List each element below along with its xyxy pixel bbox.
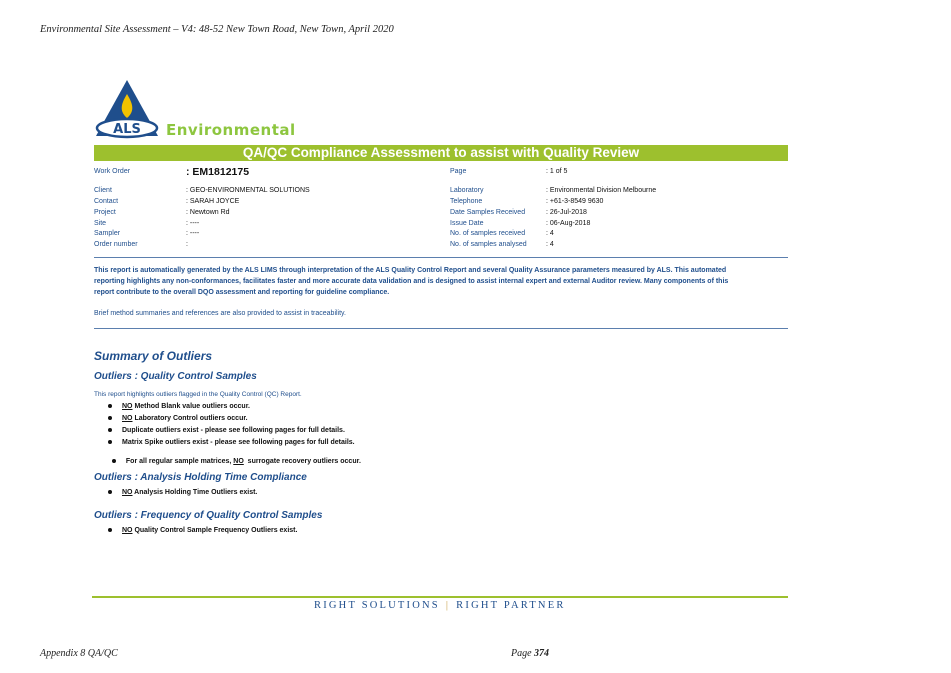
tagline-separator: | bbox=[445, 600, 451, 611]
order-number-label: Order number bbox=[94, 241, 138, 248]
als-logo bbox=[94, 78, 160, 140]
work-order-value: EM1812175 bbox=[192, 166, 250, 178]
list-item: Duplicate outliers exist - please see following pages for full details. bbox=[108, 427, 345, 434]
site-value: ---- bbox=[189, 220, 200, 227]
bullet-icon bbox=[108, 440, 112, 444]
sampler-label: Sampler bbox=[94, 230, 121, 237]
telephone-value: +61-3-8549 9630 bbox=[549, 198, 604, 205]
site-label: Site bbox=[94, 220, 107, 227]
bullet-icon bbox=[108, 528, 112, 532]
holding-time-title: Outliers : Analysis Holding Time Compliance bbox=[94, 472, 307, 483]
samples-analysed-value: 4 bbox=[549, 241, 554, 248]
list-item: NO Analysis Holding Time Outliers exist. bbox=[108, 489, 257, 496]
project-value: Newtown Rd bbox=[189, 209, 230, 216]
list-item: NO Laboratory Control outliers occur. bbox=[108, 415, 248, 422]
date-received-label: Date Samples Received bbox=[450, 209, 526, 216]
tagline-right: RIGHT PARTNER bbox=[456, 600, 566, 611]
intro-line: This report is automatically generated by the ALS LIMS through interpretation of the ALS Quality Control Report and several Quality Assurance parameters measured by ALS. This automated bbox=[94, 267, 727, 274]
work-order-label: Work Order bbox=[94, 168, 131, 175]
logo-name: Environmental bbox=[166, 121, 296, 139]
bullet-icon bbox=[112, 459, 116, 463]
issue-date-value: 06-Aug-2018 bbox=[549, 220, 591, 227]
telephone-label: Telephone bbox=[450, 198, 483, 205]
intro-line: report contribute to the overall DQO assessment and reporting for guideline compliance. bbox=[94, 289, 390, 296]
qc-samples-title: Outliers : Quality Control Samples bbox=[94, 371, 257, 382]
bullet-icon bbox=[108, 416, 112, 420]
list-item: Matrix Spike outliers exist - please see following pages for full details. bbox=[108, 439, 355, 446]
divider-bottom bbox=[94, 328, 788, 329]
tagline-left: RIGHT SOLUTIONS bbox=[314, 600, 440, 611]
bullet-icon bbox=[108, 490, 112, 494]
samples-received-value: 4 bbox=[549, 230, 554, 237]
client-label: Client bbox=[94, 187, 112, 194]
footer-divider bbox=[92, 596, 788, 598]
page-label: Page bbox=[450, 168, 467, 175]
bullet-icon bbox=[108, 428, 112, 432]
document-header: Environmental Site Assessment – V4: 48-52 New Town Road, New Town, April 2020 bbox=[40, 24, 394, 35]
footer-page bbox=[511, 648, 549, 659]
summary-title: Summary of Outliers bbox=[94, 349, 213, 363]
laboratory-value: Environmental Division Melbourne bbox=[549, 187, 657, 194]
frequency-title: Outliers : Frequency of Quality Control Samples bbox=[94, 510, 323, 521]
samples-analysed-label: No. of samples analysed bbox=[450, 241, 527, 248]
footer-appendix: Appendix 8 QA/QC bbox=[40, 648, 118, 659]
qc-note: This report highlights outliers flagged in the Quality Control (QC) Report. bbox=[94, 391, 302, 398]
contact-value: SARAH JOYCE bbox=[189, 198, 240, 205]
client-value: GEO-ENVIRONMENTAL SOLUTIONS bbox=[189, 187, 310, 194]
date-received-value: 26-Jul-2018 bbox=[549, 209, 587, 216]
divider-top bbox=[94, 257, 788, 258]
intro-line: reporting highlights any non-conformances, facilitates faster and more accurate data validation and is designed to assist internal expert and external Auditor review. Many components of this bbox=[94, 278, 729, 285]
intro-paragraph bbox=[94, 265, 794, 298]
footer-page-label: Page bbox=[511, 648, 532, 659]
report-title: QA/QC Compliance Assessment to assist with Quality Review bbox=[94, 145, 788, 161]
logo-mark: ALS bbox=[113, 122, 141, 137]
brief-note: Brief method summaries and references are also provided to assist in traceability. bbox=[94, 310, 346, 317]
samples-received-label: No. of samples received bbox=[450, 230, 526, 237]
tagline bbox=[314, 600, 566, 611]
project-label: Project bbox=[94, 209, 116, 216]
list-item: For all regular sample matrices, NO surrogate recovery outliers occur. bbox=[108, 451, 361, 465]
sampler-value: ---- bbox=[189, 230, 200, 237]
bullet-icon bbox=[108, 404, 112, 408]
issue-date-label: Issue Date bbox=[450, 220, 484, 227]
laboratory-label: Laboratory bbox=[450, 187, 484, 194]
page-value: 1 of 5 bbox=[549, 168, 568, 175]
list-item: NO Quality Control Sample Frequency Outliers exist. bbox=[108, 527, 297, 534]
list-item: NO Method Blank value outliers occur. bbox=[108, 403, 250, 410]
footer-page-number: 374 bbox=[534, 648, 550, 659]
contact-label: Contact bbox=[94, 198, 119, 205]
